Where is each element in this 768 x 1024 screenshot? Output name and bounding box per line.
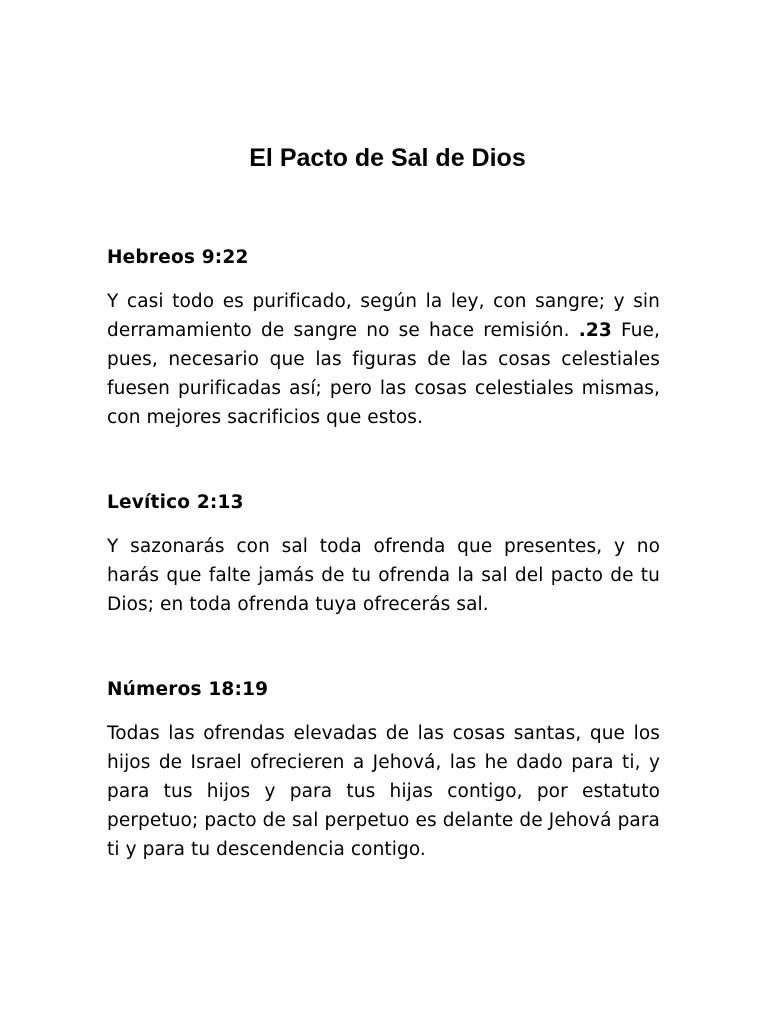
verse-text-part: Y casi todo es purificado, según la ley, con sangre; y sin derramamiento de sangre no se hace remisión. [107,291,660,341]
section-reference: Levítico 2:13 [107,492,244,513]
section-text: Y sazonarás con sal toda ofrenda que presentes, y no harás que falte jamás de tu ofrenda la sal del pacto de tu Dios; en toda ofrenda tuya ofrecerás sal. [107,536,660,615]
section-reference: Hebreos 9:22 [107,247,249,268]
verse-text-part: Fue, pues, necesario que las figuras de las cosas celestiales fuesen purificadas así; pero las cosas celestiales mismas, con mejores sacrificios que estos. [107,320,661,428]
section-numeros [107,678,660,864]
section-text: Todas las ofrendas elevadas de las cosas santas, que los hijos de Israel ofrecieren a Jehová, las he dado para ti, y para tus hijos y para tus hijas contigo, por estatuto perpetuo; pacto de sal perpetuo es delante de Jehová para ti y para tu descendencia contigo. [107,723,660,860]
section-hebreos [107,246,660,432]
section-reference: Números 18:19 [107,679,269,700]
verse-number: .23 [578,320,612,341]
section-levitico [107,491,660,619]
section-text [107,287,660,432]
document-page [107,140,660,864]
document-title: El Pacto de Sal de Dios [249,144,526,172]
